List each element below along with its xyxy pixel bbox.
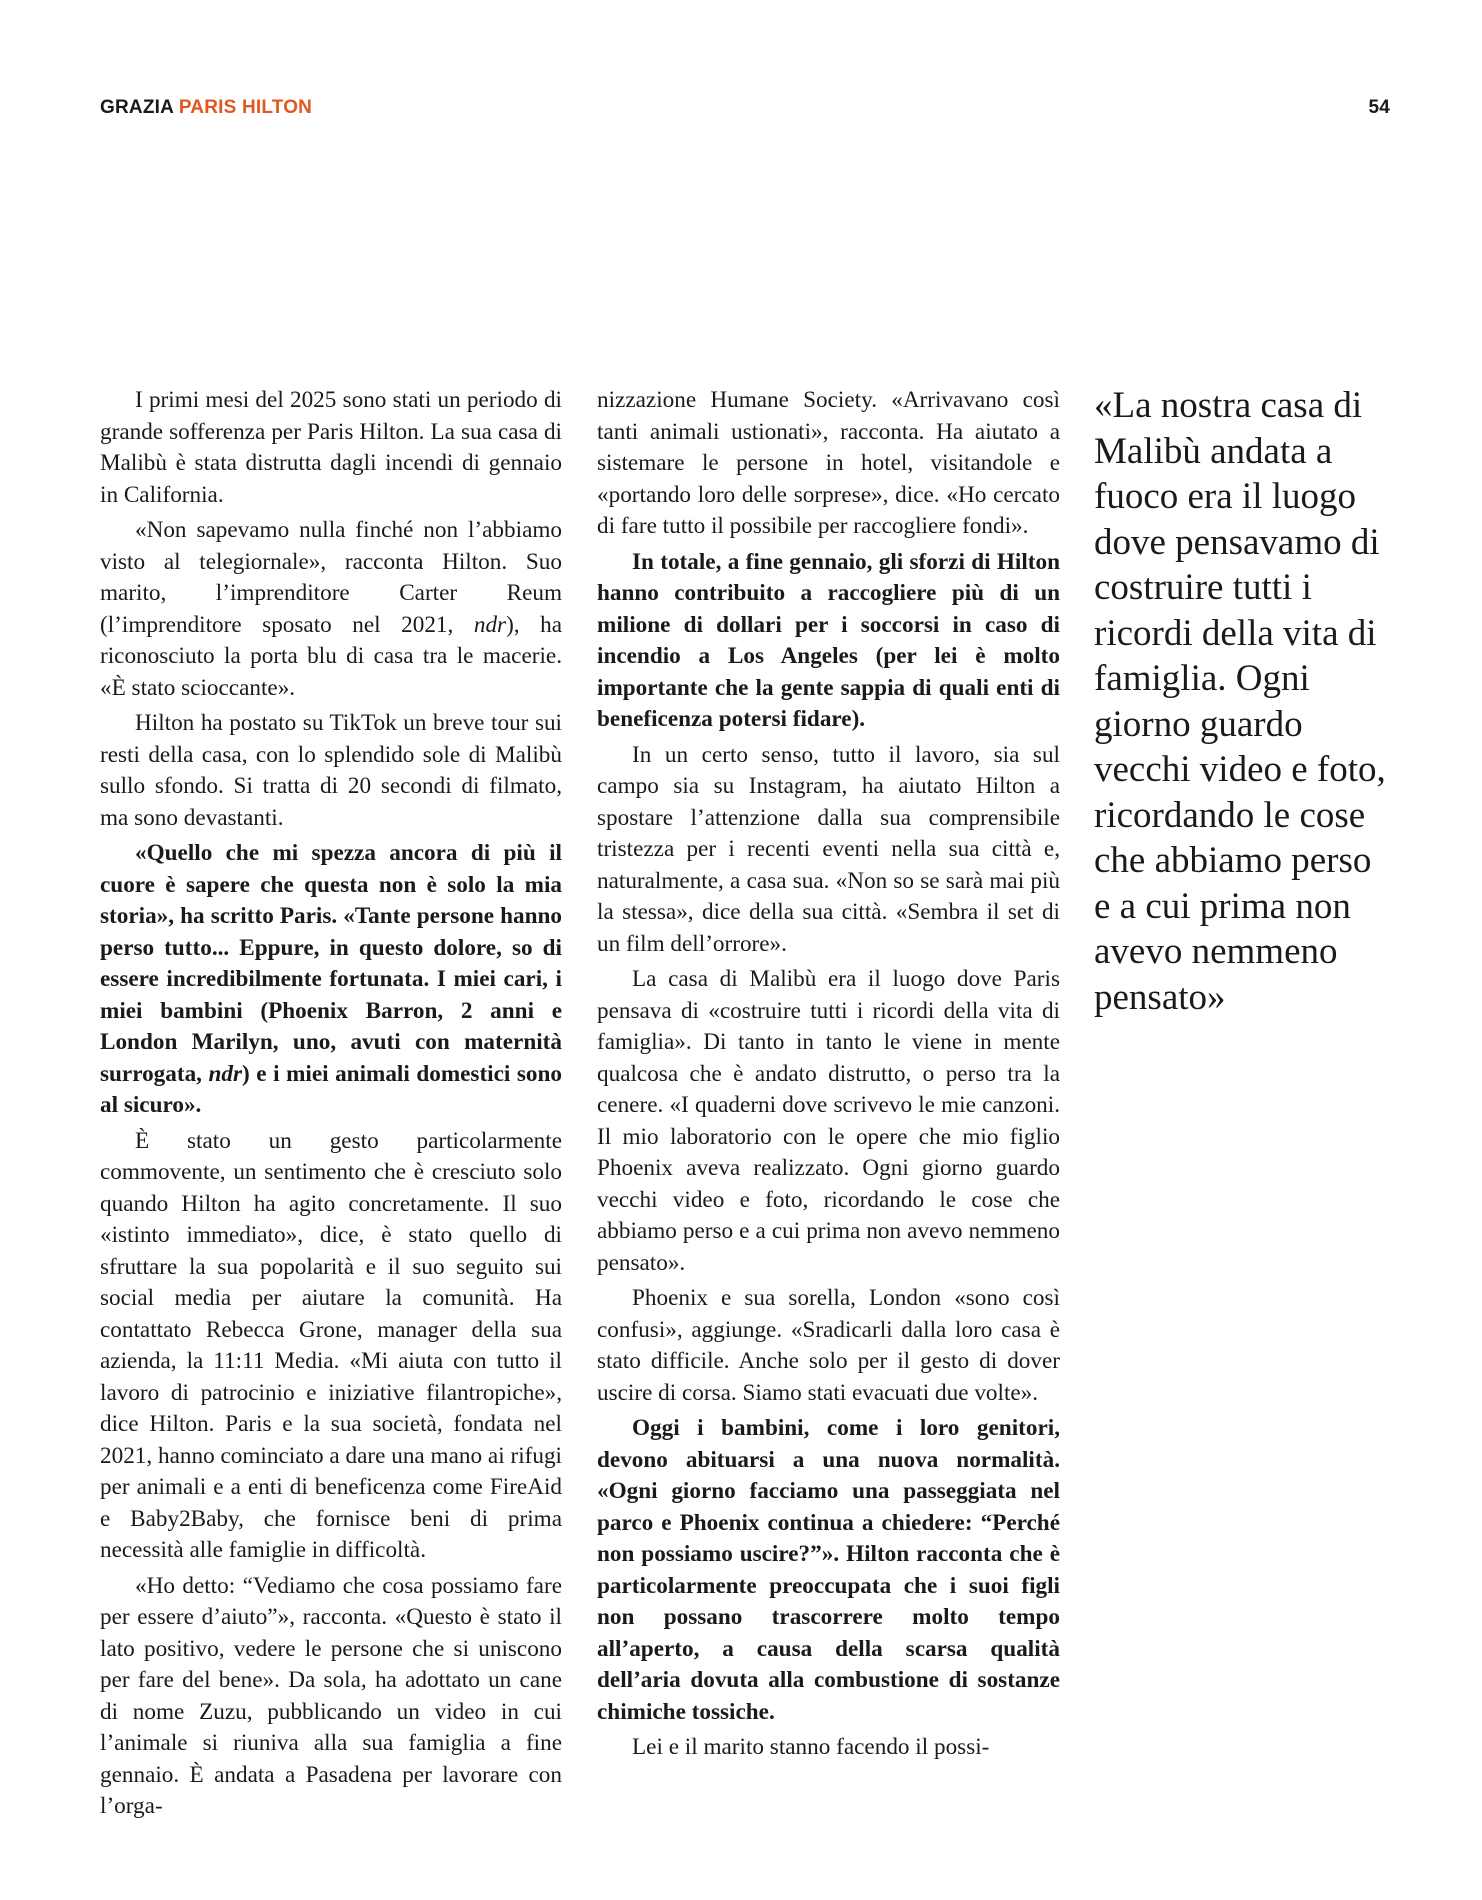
pull-quote: «La nostra casa di Malibù andata a fuoco era il luogo dove pensavamo di costruire tutti i ricordi della vita di famiglia. Ogni giorno guardo vecchi video e foto, ricordando le cose che abbiamo perso e a cui prima non avevo nemmeno pensato» (1094, 385, 1386, 1018)
page-header (100, 97, 1390, 125)
paragraph-text: «Non sapevamo nulla finché non l’abbiamo visto al telegiornale», racconta Hilton. Suo marito, l’imprenditore Carter Reum (l’imprenditore sposato nel 2021, (100, 517, 562, 638)
article-column-2 (597, 385, 1060, 1768)
magazine-name: GRAZIA (100, 97, 174, 118)
paragraph: In un certo senso, tutto il lavoro, sia sul campo sia su Instagram, ha aiutato Hilton a spostare l’attenzione dalla sua comprensibile tristezza per i recenti eventi nella sua città e, naturalmente, a casa sua. «Non so se sarà mai più la stessa», dice della sua città. «Sembra il set di un film dell’orrore». (597, 741, 1060, 957)
paragraph-text: «Quello che mi spezza ancora di più il cuore è sapere che questa non è solo la mia storia», ha scritto Paris. «Tante persone hanno perso tutto... Eppure, in questo dolore, so di essere incredibilmente fortunata. I miei cari, i miei bambini (Phoenix Barron, 2 anni e London Marilyn, uno, avuti con maternità surrogata, (100, 840, 562, 1087)
paragraph-text: ) e i miei animali domestici sono al sicuro». (100, 1060, 562, 1118)
paragraph: Phoenix e sua sorella, London «sono così confusi», aggiunge. «Sradicarli dalla loro casa è stato difficile. Anche solo per il gesto di dover uscire di corsa. Siamo stati evacuati due volte». (597, 1285, 1060, 1406)
paragraph: nizzazione Humane Society. «Arrivavano così tanti animali ustionati», racconta. Ha aiutato a sistemare le persone in hotel, visitandole e «portando loro delle sorprese», dice. «Ho cercato di fare tutto il possibile per raccogliere fondi». (597, 387, 1060, 539)
page-number: 54 (1368, 97, 1390, 118)
paragraph (100, 515, 562, 704)
paragraph: I primi mesi del 2025 sono stati un periodo di grande sofferenza per Paris Hilton. La sua casa di Malibù è stata distrutta dagli incendi di gennaio in California. (100, 387, 562, 508)
editor-note: ndr (208, 1060, 243, 1087)
section-subject: PARIS HILTON (178, 97, 313, 118)
running-head (100, 97, 312, 119)
bold-paragraph: In totale, a fine gennaio, gli sforzi di Hilton hanno contribuito a raccogliere più di un milione di dollari per i soccorsi in caso di incendio a Los Angeles (per lei è molto importante che la gente sappia di quali enti di beneficenza potersi fidare). (597, 548, 1060, 732)
paragraph-text: ), ha riconosciuto la porta blu di casa tra le macerie. «È stato scioccante». (100, 611, 562, 701)
paragraph: Hilton ha postato su TikTok un breve tour sui resti della casa, con lo splendido sole di Malibù sullo sfondo. Si tratta di 20 secondi di filmato, ma sono devastanti. (100, 710, 562, 831)
article-column-1 (100, 385, 562, 1827)
bold-paragraph: Oggi i bambini, come i loro genitori, devono abituarsi a una nuova normalità. «Ogni giorno facciamo una passeggiata nel parco e Phoenix continua a chiedere: “Perché non possiamo uscire?”». Hilton racconta che è particolarmente preoccupata che i suoi figli non possano trascorrere molto tempo all’aperto, a causa della scarsa qualità dell’aria dovuta alla combustione di sostanze chimiche tossiche. (597, 1415, 1060, 1725)
paragraph: «Ho detto: “Vediamo che cosa possiamo fare per essere d’aiuto”», racconta. «Questo è stato il lato positivo, vedere le persone che si uniscono per fare del bene». Da sola, ha adottato un cane di nome Zuzu, pubblicando un video in cui l’animale si riuniva alla sua famiglia a fine gennaio. È andata a Pasadena per lavorare con l’orga- (100, 1572, 562, 1819)
paragraph: La casa di Malibù era il luogo dove Paris pensava di «costruire tutti i ricordi della vita di famiglia». Di tanto in tanto le viene in mente qualcosa che è andato distrutto, o perso tra la cenere. «I quaderni dove scrivevo le mie canzoni. Il mio laboratorio con le opere che mio figlio Phoenix aveva realizzato. Ogni giorno guardo vecchi video e foto, ricordando le cose che abbiamo perso e a cui prima non avevo nemmeno pensato». (597, 966, 1060, 1276)
paragraph: È stato un gesto particolarmente commovente, un sentimento che è cresciuto solo quando Hilton ha agito concretamente. Il suo «istinto immediato», dice, è stato quello di sfruttare la sua popolarità e il suo seguito sui social media per aiutare la comunità. Ha contattato Rebecca Grone, manager della sua azienda, la 11:11 Media. «Mi aiuta con tutto il lavoro di patrocinio e iniziative filantropiche», dice Hilton. Paris e la sua società, fondata nel 2021, hanno cominciato a dare una mano ai rifugi per animali e a enti di beneficenza come FireAid e Baby2Baby, che fornisce beni di prima necessità alle famiglie in difficoltà. (100, 1127, 562, 1563)
editor-note: ndr (473, 611, 507, 638)
paragraph: Lei e il marito stanno facendo il possi- (632, 1734, 990, 1760)
bold-paragraph (100, 838, 562, 1122)
